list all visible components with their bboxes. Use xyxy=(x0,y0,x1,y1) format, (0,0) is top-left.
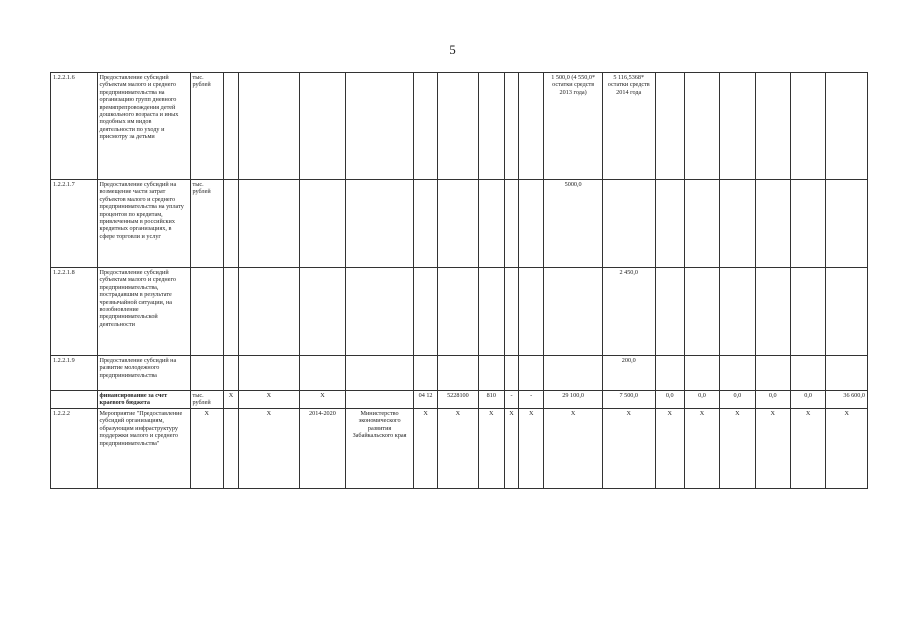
page-number: 5 xyxy=(449,42,456,57)
cell-x: X xyxy=(826,409,868,489)
period: 2014-2020 xyxy=(299,409,346,489)
cell-kcsr: 5228100 xyxy=(438,391,478,409)
financing-name: финансирование за счет краевого бюджета xyxy=(97,391,190,409)
program-table xyxy=(50,72,868,489)
row-unit: тыс. рублей xyxy=(190,180,223,268)
cell-x: X xyxy=(504,409,518,489)
value-2019: 0,0 xyxy=(790,391,825,409)
row-unit xyxy=(190,356,223,391)
cell-kfsr: 04 12 xyxy=(413,391,437,409)
row-name: Предоставление субсидий субъектам малого и среднего предпринимательства на организацию групп дневного времяпрепровождения детей дошкольного возраста и иных подобных им видов деятельности по уходу и присмотру за детьми xyxy=(97,73,190,180)
cell-x: X xyxy=(684,409,719,489)
value-2013 xyxy=(544,268,603,356)
cell-x: X xyxy=(655,409,684,489)
value-2018: 0,0 xyxy=(755,391,790,409)
row-number: 1.2.2.1.7 xyxy=(51,180,98,268)
cell-x: X xyxy=(239,391,300,409)
cell-dash: - xyxy=(519,391,544,409)
row-unit: X xyxy=(190,409,223,489)
value-total: 36 600,0 xyxy=(826,391,868,409)
row-number: 1.2.2.1.9 xyxy=(51,356,98,391)
row-unit: тыс. рублей xyxy=(190,73,223,180)
cell-x: X xyxy=(413,409,437,489)
table-row xyxy=(51,268,868,356)
row-number: 1.2.2.1.8 xyxy=(51,268,98,356)
row-name: Предоставление субсидий на развитие молодежного предпринимательства xyxy=(97,356,190,391)
table-row xyxy=(51,180,868,268)
row-name: Мероприятие "Предоставление субсидий организациям, образующим инфраструктуру поддержки малого и среднего предпринимательства" xyxy=(97,409,190,489)
cell-kvr: 810 xyxy=(478,391,504,409)
value-2014: 5 116,5368* остатки средств 2014 года xyxy=(602,73,655,180)
cell-x: X xyxy=(755,409,790,489)
cell-x: X xyxy=(239,409,300,489)
value-2013: 29 100,0 xyxy=(544,391,603,409)
row-number: 1.2.2.1.6 xyxy=(51,73,98,180)
financing-unit: тыс. рублей xyxy=(190,391,223,409)
executor: Министерство экономического развития Забайкальского края xyxy=(346,409,414,489)
cell-x: X xyxy=(790,409,825,489)
table-row xyxy=(51,73,868,180)
value-2014: 7 500,0 xyxy=(602,391,655,409)
cell-dash: - xyxy=(504,391,518,409)
value-2014: 200,0 xyxy=(602,356,655,391)
financing-row xyxy=(51,391,868,409)
value-2016: 0,0 xyxy=(684,391,719,409)
cell-x: X xyxy=(720,409,755,489)
cell-x: X xyxy=(299,391,346,409)
cell-x: X xyxy=(544,409,603,489)
value-2013: 5000,0 xyxy=(544,180,603,268)
row-unit xyxy=(190,268,223,356)
cell-x: X xyxy=(438,409,478,489)
cell-x: X xyxy=(519,409,544,489)
cell-x: X xyxy=(602,409,655,489)
value-2014 xyxy=(602,180,655,268)
row-name: Предоставление субсидий на возмещение части затрат субъектов малого и среднего предпринимательства на уплату процентов по кредитам, привлеченным в российских кредитных организациях, в сфере торговли и услуг xyxy=(97,180,190,268)
value-2015: 0,0 xyxy=(655,391,684,409)
row-name: Предоставление субсидий субъектам малого и среднего предпринимательства, пострадавшим в результате чрезвычайной ситуации, на возобновление предпринимательской деятельности xyxy=(97,268,190,356)
value-2013: 1 500,0 (4 550,0* остатки средств 2013 года) xyxy=(544,73,603,180)
value-2014: 2 450,0 xyxy=(602,268,655,356)
value-2017: 0,0 xyxy=(720,391,755,409)
cell-x: X xyxy=(223,391,238,409)
event-row xyxy=(51,409,868,489)
value-2013 xyxy=(544,356,603,391)
cell-x: X xyxy=(478,409,504,489)
table-row xyxy=(51,356,868,391)
row-number: 1.2.2.2 xyxy=(51,409,98,489)
